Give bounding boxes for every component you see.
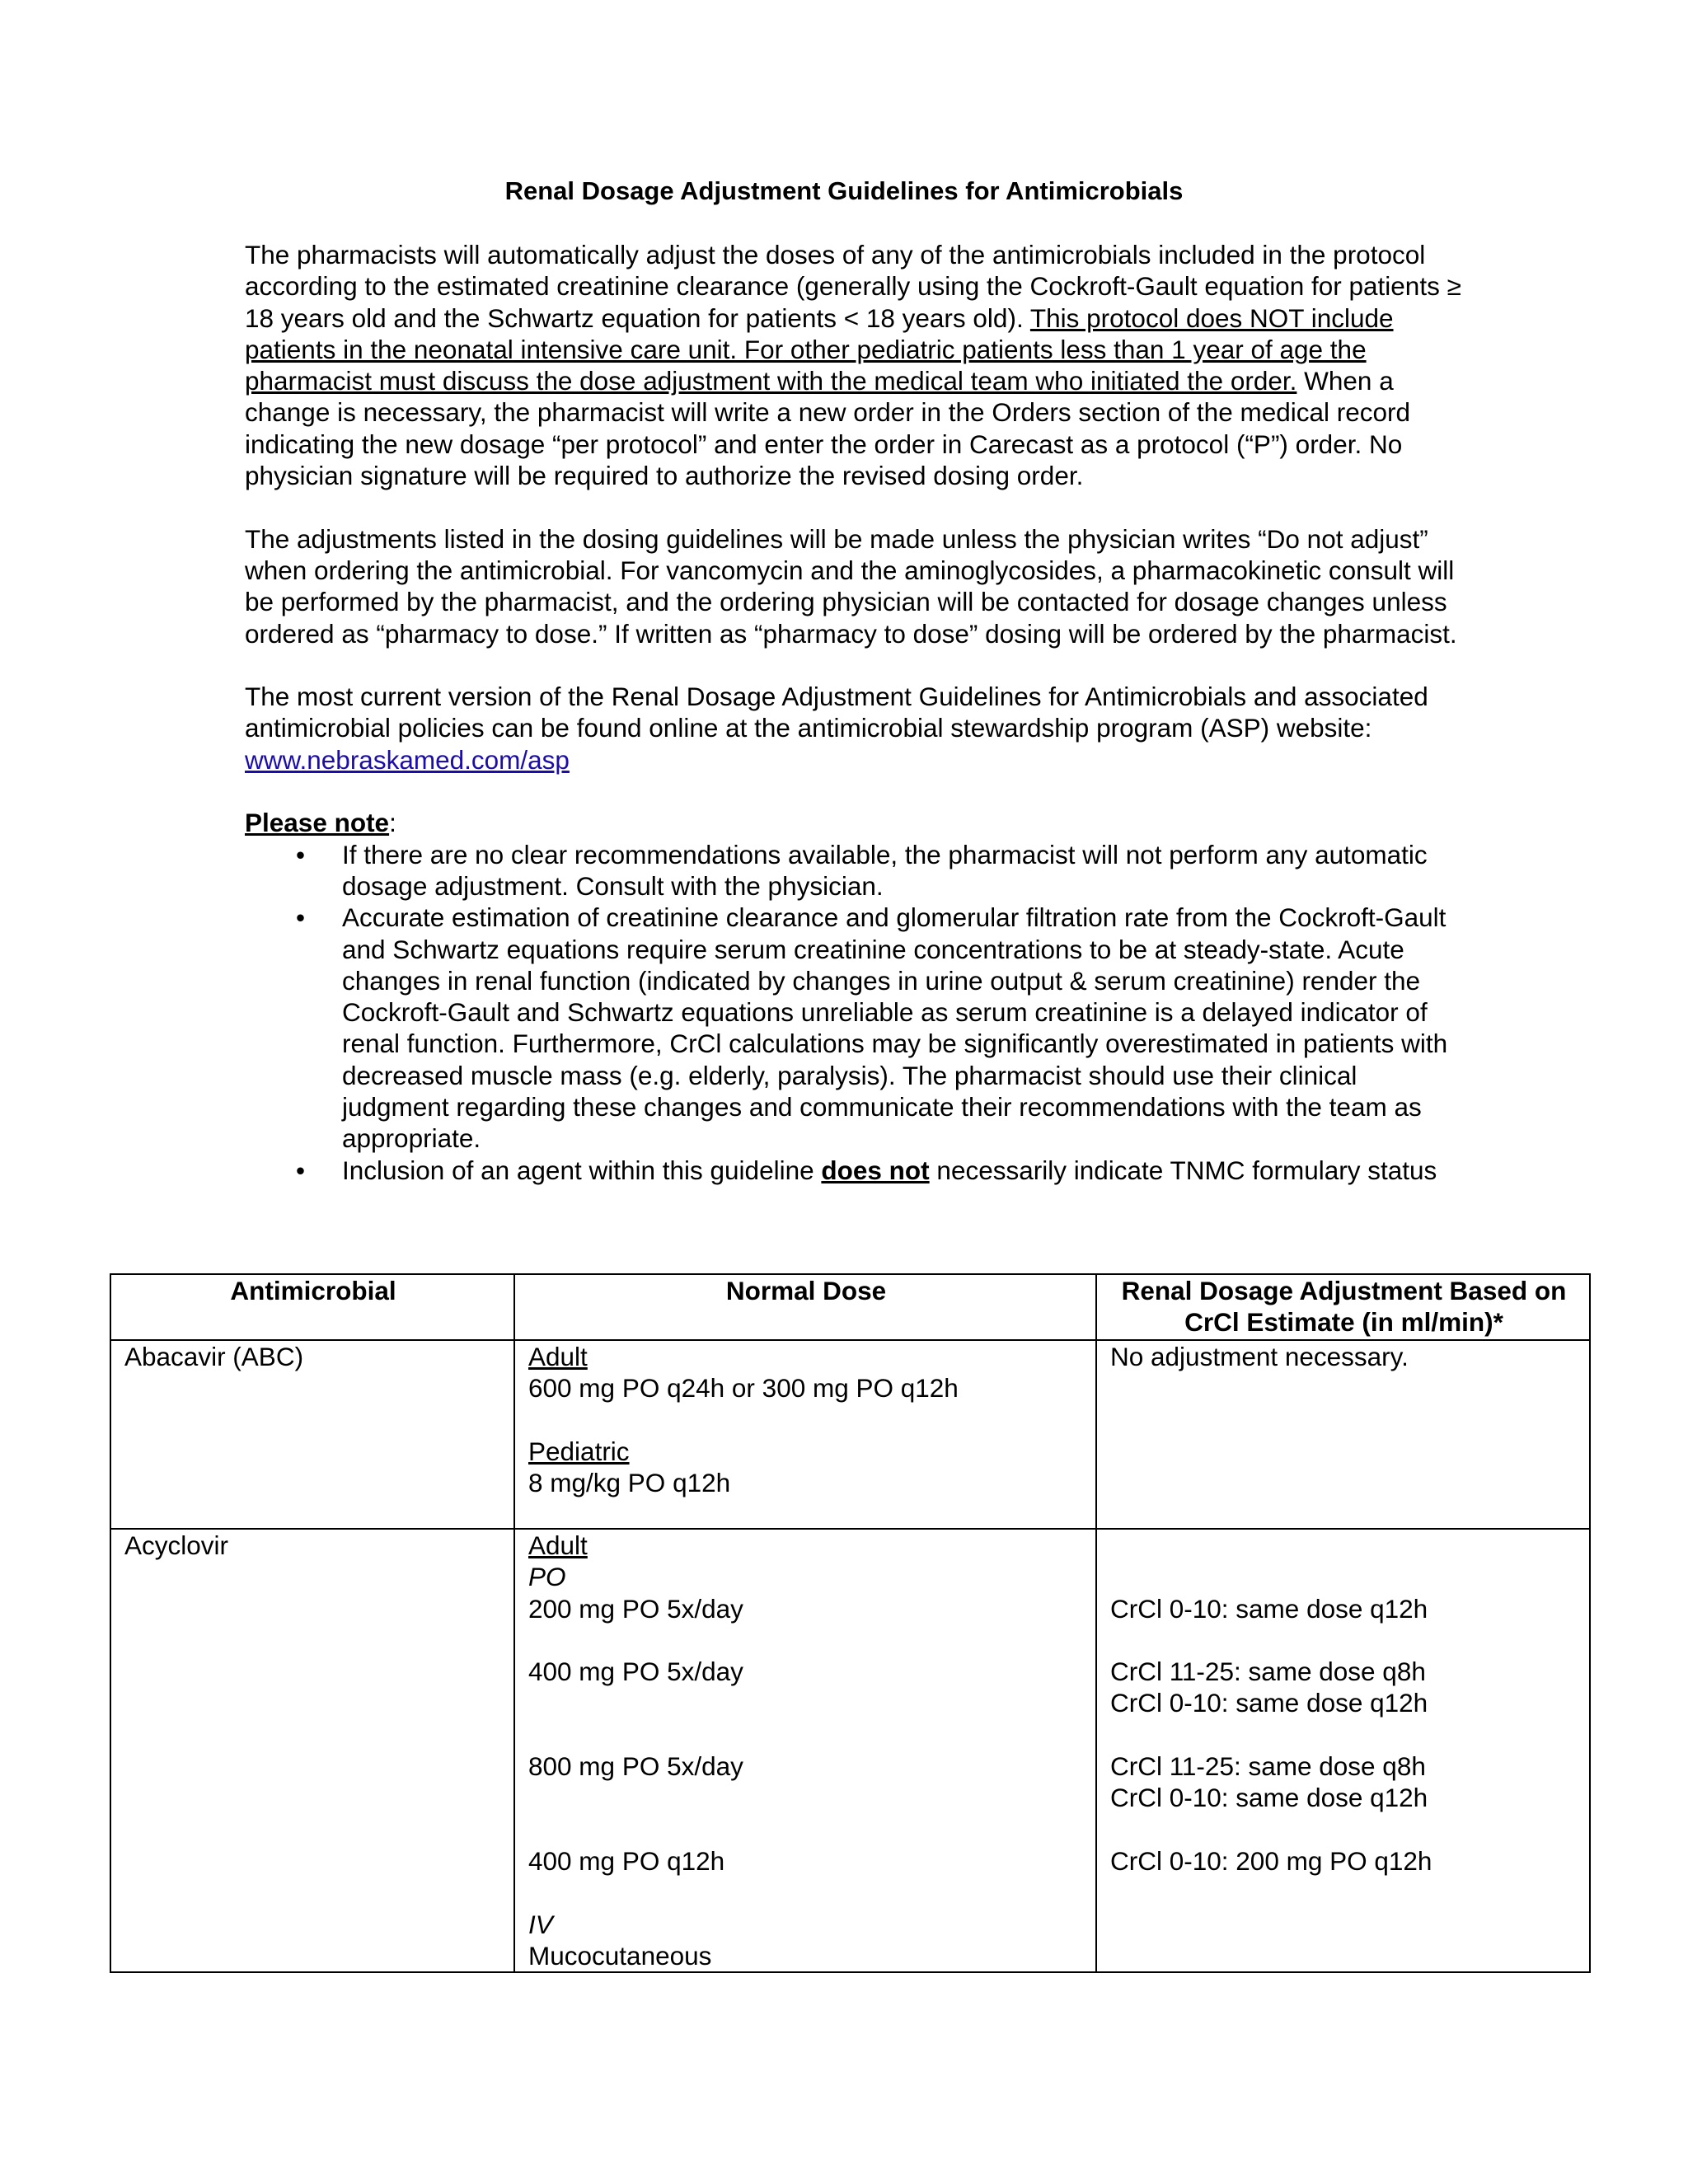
- intro-paragraph-3: [245, 681, 1465, 776]
- table-row: [110, 1529, 1590, 1972]
- header-antimicrobial: Antimicrobial: [110, 1274, 514, 1340]
- intro-paragraph-2: The adjustments listed in the dosing guidelines will be made unless the physician writes “Do not adjust” when ordering the antimicrobial. For vancomycin and the aminoglycosides, a pharmacokinetic consult will be performed by the pharmacist, and the ordering physician will be contacted for dosage changes unless ordered as “pharmacy to dose.” If written as “pharmacy to dose” dosing will be ordered by the pharmacist.: [245, 523, 1457, 649]
- renal-dosage-table: [110, 1273, 1591, 1973]
- header-renal-adjustment: Renal Dosage Adjustment Based on CrCl Estimate (in ml/min)*: [1096, 1274, 1590, 1340]
- document-body: [245, 239, 1465, 1186]
- notes-list: [245, 839, 1465, 1186]
- normal-dose-cell: Adult PO 200 mg PO 5x/day 400 mg PO 5x/day 800 mg PO 5x/day 400 mg PO q12h IV Mucocutaneous: [514, 1529, 1096, 1972]
- intro-p1-text-a: The pharmacists will automatically adjust the doses of any of the antimicrobials included in the protocol according to the estimated creatinine clearance (generally using the Cockroft-Gault equation for patients ≥ 18 years old and the Schwartz equation for patients < 18 years old).: [245, 240, 1461, 333]
- list-item: • Inclusion of an agent within this guideline does not necessarily indicate TNMC formulary status: [296, 1155, 1437, 1185]
- table-header-row: [110, 1274, 1590, 1340]
- bullet-icon: •: [296, 1155, 306, 1185]
- please-note-heading: Please note:: [245, 808, 396, 838]
- table-row: [110, 1340, 1590, 1529]
- intro-p1-text-b: When a change is necessary, the pharmacist will write a new order in the Orders section of the medical record indicating the new dosage “per protocol” and enter the order in Carecast as a protocol (“P”) order. No physician signature will be required to authorize the revised dosing order.: [245, 366, 1411, 491]
- list-item: • If there are no clear recommendations available, the pharmacist will not perform any automatic dosage adjustment. Consult with the physician.: [296, 839, 1428, 901]
- normal-dose-cell: Adult 600 mg PO q24h or 300 mg PO q12h Pediatric 8 mg/kg PO q12h: [514, 1340, 1096, 1529]
- adjustment-cell: No adjustment necessary.: [1096, 1340, 1590, 1529]
- intro-p3-text: The most current version of the Renal Dosage Adjustment Guidelines for Antimicrobials and associated antimicrobial policies can be found online at the antimicrobial stewardship program (ASP) website:: [245, 682, 1428, 743]
- intro-p1-underlined: This protocol does NOT include patients in the neonatal intensive care unit. For other pediatric patients less than 1 year of age the pharmacist must discuss the dose adjustment with the medical team who initiated the order.: [245, 302, 1394, 396]
- adjustment-cell: CrCl 0-10: same dose q12h CrCl 11-25: same dose q8h CrCl 0-10: same dose q12h CrCl 11-25: same dose q8h CrCl 0-10: same dose q12h CrCl 0-10: 200 mg PO q12h: [1096, 1529, 1590, 1972]
- bullet-icon: •: [296, 902, 306, 933]
- header-normal-dose: Normal Dose: [514, 1274, 1096, 1340]
- asp-website-link[interactable]: www.nebraskamed.com/asp: [245, 744, 570, 775]
- drug-name: Acyclovir: [110, 1529, 514, 1972]
- document-title: Renal Dosage Adjustment Guidelines for Antimicrobials: [504, 176, 1184, 205]
- list-item: • Accurate estimation of creatinine clearance and glomerular filtration rate from the Cockroft-Gault and Schwartz equations require serum creatinine concentrations to be at steady-state. Acute changes in renal function (indicated by changes in urine output & serum creatinine) render the Cockroft-Gault and Schwartz equations unreliable as serum creatinine is a delayed indicator of renal function. Furthermore, CrCl calculations may be significantly overestimated in patients with decreased muscle mass (e.g. elderly, paralysis). The pharmacist should use their clinical judgment regarding these changes and communicate their recommendations with the team as appropriate.: [296, 902, 1448, 1154]
- intro-paragraph-1: [245, 239, 1465, 491]
- drug-name: Abacavir (ABC): [110, 1340, 514, 1529]
- bullet-icon: •: [296, 839, 306, 869]
